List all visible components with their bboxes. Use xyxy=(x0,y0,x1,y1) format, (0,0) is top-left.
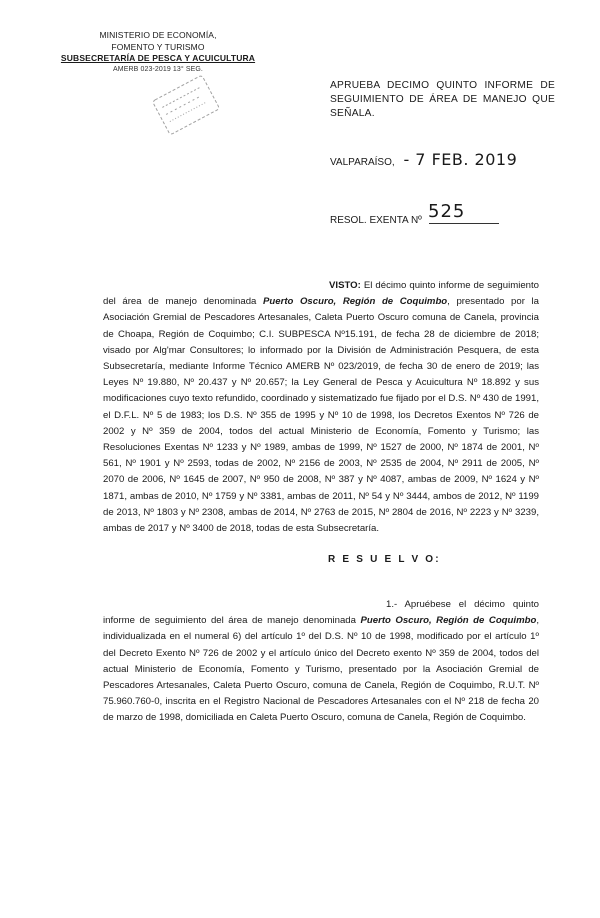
area-name: Puerto Oscuro, Región de Coquimbo xyxy=(262,296,448,308)
resolution-item-1 xyxy=(103,597,539,727)
ministry-line: MINISTERIO DE ECONOMÍA, xyxy=(99,30,217,40)
issuer-header xyxy=(58,30,258,74)
visto-text-1: El décimo quinto informe de seguimiento del área de manejo denominada xyxy=(103,280,539,308)
resolution-subject: APRUEBA DECIMO QUINTO INFORME DE SEGUIMIENTO DE ÁREA DE MANEJO QUE SEÑALA. xyxy=(330,80,555,119)
resolution-number: 525 xyxy=(428,201,466,222)
visto-paragraph xyxy=(103,278,539,537)
area-name: Puerto Oscuro, Región de Coquimbo xyxy=(360,615,537,627)
subsecretariat-line: SUBSECRETARÍA DE PESCA Y ACUICULTURA xyxy=(60,53,256,63)
official-stamp-icon xyxy=(150,72,222,138)
visto-text-2: , presentado por la Asociación Gremial de Pescadores Artesanales, Caleta Puerto Oscuro comuna de Canela, provincia de Choapa, Región de Coquimbo; C.I. SUBPESCA Nº15.191, de fecha 28 de diciembre de 2018; visado por Alg'mar Consultores; lo informado por la División de Administración Pesquera, de esta Subsecretaría, mediante Informe Técnico AMERB Nº 023/2019, de fecha 30 de enero de 2019; las Leyes Nº 19.880, Nº 20.437 y Nº 20.657; la Ley General de Pesca y Acuicultura Nº 18.892 y sus modificaciones cuyo texto refundido, coordinado y sistematizado fue fijado por el D.S. Nº 430 de 1991, el D.F.L. Nº 5 de 1983; los D.S. Nº 355 de 1995 y Nº 10 de 1998, los Decretos Exentos Nº 726 de 2002 y Nº 359 de 2004, todos del actual Ministerio de Economía, Fomento y Turismo; las Resoluciones Exentas Nº 1233 y Nº 1989, ambas de 1999, Nº 1527 de 2000, Nº 1874 de 2001, Nº 561, Nº 1901 y Nº 2593, todas de 2002, Nº 2156 de 2003, Nº 2535 de 2004, Nº 2911 de 2005, Nº 2070 de 2006, Nº 1645 de 2007, Nº 950 de 2008, Nº 387 y Nº 4087, ambas de 2009, Nº 1624 y Nº 1871, ambas de 2010, Nº 1759 y Nº 3381, ambas de 2011, Nº 54 y Nº 3444, ambos de 2012, Nº 1199 de 2013, Nº 1803 y Nº 2308, ambas de 2014, Nº 2763 de 2015, Nº 2804 de 2016, Nº 2223 y Nº 3239, ambas de 2017 y Nº 3400 de 2018, todas de esta Subsecretaría. xyxy=(103,296,539,535)
ministry-line-2: FOMENTO Y TURISMO xyxy=(111,41,205,52)
resolution-label: RESOL. EXENTA Nº xyxy=(330,215,422,226)
date-stamp: - 7 FEB. 2019 xyxy=(403,150,518,169)
item-1-text-2: , individualizada en el numeral 6) del artículo 1º del D.S. Nº 10 de 1998, modificado por el artículo 1º del Decreto Exento Nº 726 de 2002 y el artículo único del Decreto exento Nº 359 de 2004, todos del actual Ministerio de Economía, Fomento y Turismo, presentado por la Asociación Gremial de Pescadores Artesanales, Caleta Puerto Oscuro, comuna de Canela, Región de Coquimbo, R.U.T. Nº 75.960.760-0, inscrita en el Registro Nacional de Pescadores Artesanales con el Nº 218 de fecha 20 de marzo de 1998, domiciliada en Caleta Puerto Oscuro, comuna de Canela, Región de Coquimbo. xyxy=(103,615,539,724)
item-1-text-1: 1.- Apruébese el décimo quinto informe de seguimiento del área de manejo denominada xyxy=(103,599,539,627)
file-reference: AMERB 023-2019 13° SEG. xyxy=(113,65,203,73)
resuelvo-heading: R E S U E L V O: xyxy=(328,554,441,565)
city-label: VALPARAÍSO, xyxy=(330,157,395,168)
visto-label: VISTO: xyxy=(329,280,361,291)
number-underline xyxy=(429,223,499,224)
date-line xyxy=(330,150,517,169)
resolution-number-line xyxy=(330,201,499,226)
